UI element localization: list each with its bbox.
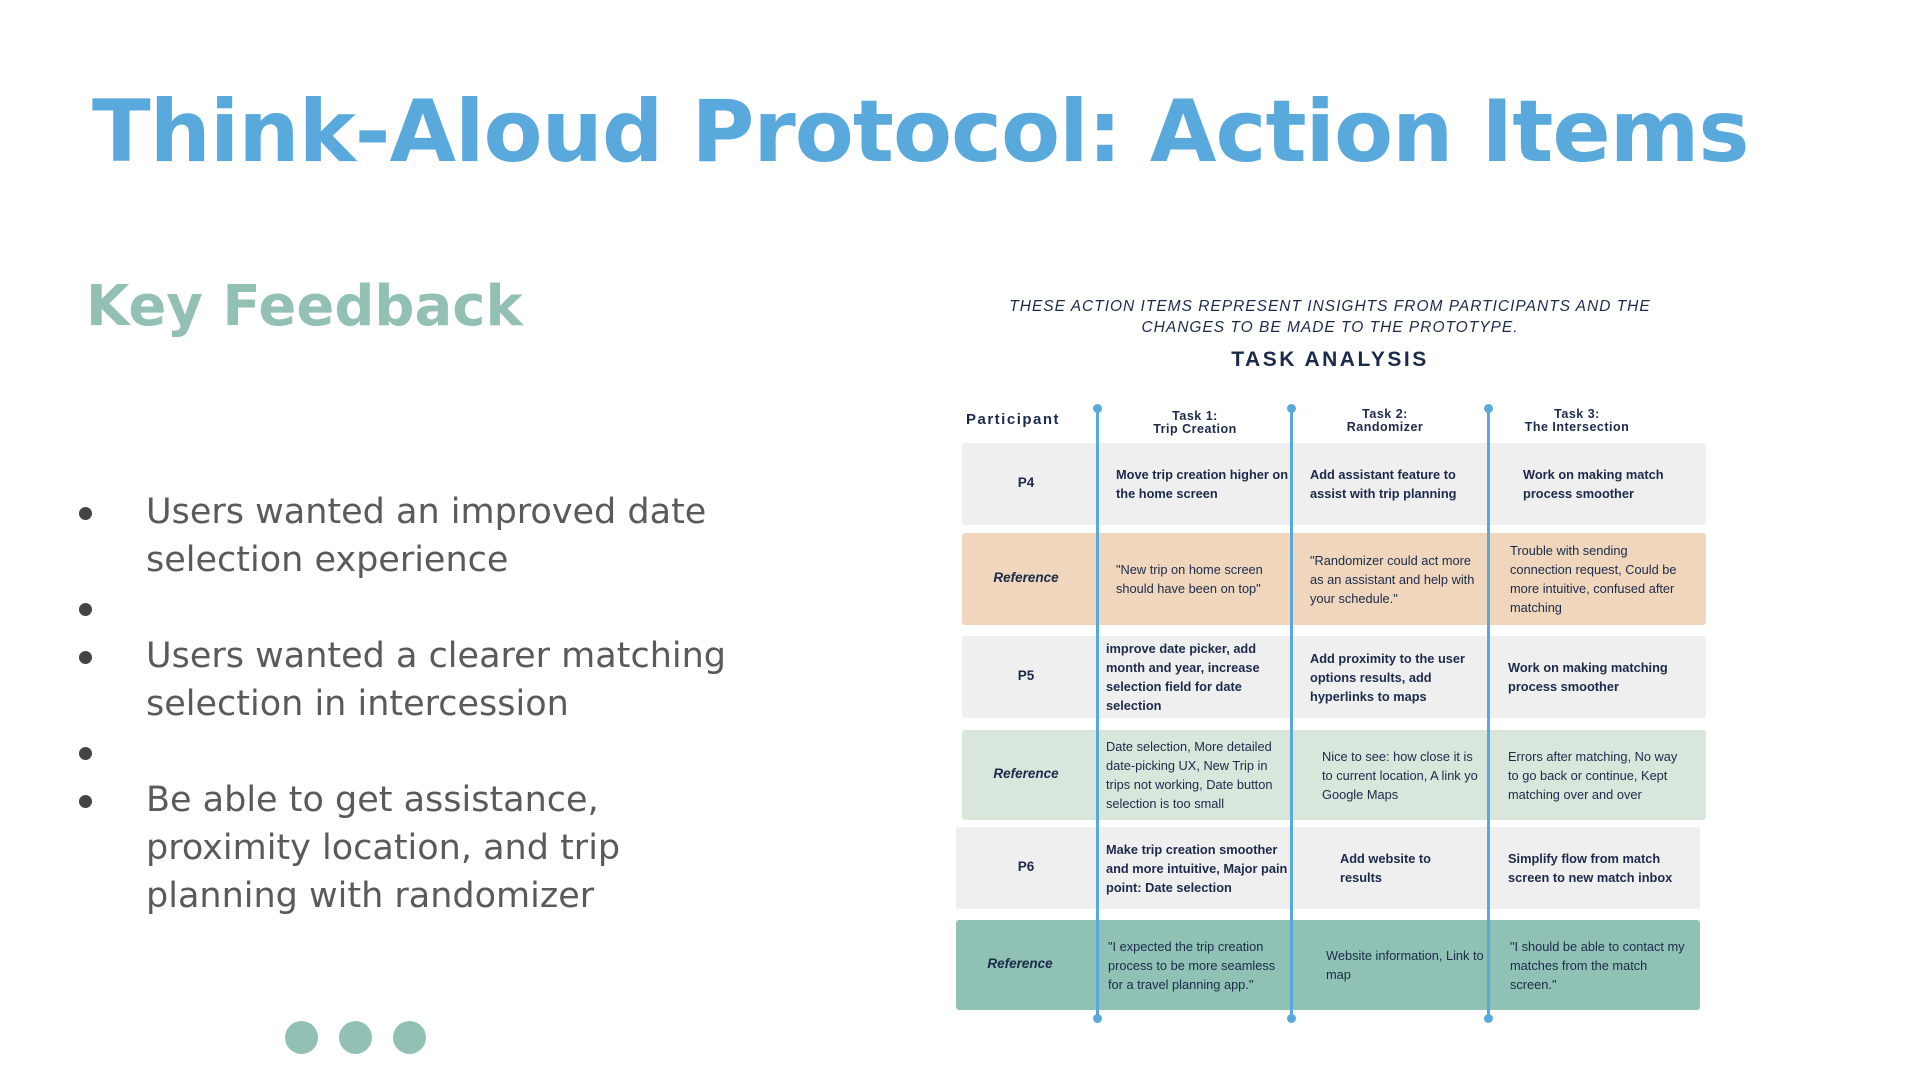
task-analysis-figure bbox=[950, 290, 1710, 1030]
divider-end-dot bbox=[1287, 1014, 1296, 1023]
table-cell: Trouble with sending connection request, Could be more intuitive, confused after matching bbox=[1510, 543, 1677, 615]
participant-column-header: Participant bbox=[966, 411, 1061, 428]
table-cell: "Randomizer could act more as an assistant and help with your schedule." bbox=[1310, 552, 1475, 606]
table-cell: Simplify flow from match screen to new match inbox bbox=[1508, 851, 1673, 885]
row-label: P6 bbox=[1017, 859, 1035, 874]
table-cell: improve date picker, add month and year, increase selection field for date selection bbox=[1106, 641, 1260, 713]
bullet-icon bbox=[79, 651, 92, 664]
bullet-icon bbox=[79, 507, 92, 520]
list-item bbox=[76, 728, 756, 776]
task-name: Trip Creation bbox=[1153, 422, 1237, 436]
task-number: Task 3: bbox=[1554, 407, 1600, 421]
divider-end-dot bbox=[1287, 404, 1296, 413]
list-item-text: Be able to get assistance, proximity location, and trip planning with randomizer bbox=[146, 780, 621, 916]
task-column-header bbox=[1482, 408, 1672, 434]
row-label: Reference bbox=[987, 956, 1053, 971]
list-item bbox=[76, 632, 756, 728]
column-divider-line bbox=[1290, 408, 1293, 1018]
list-item bbox=[76, 776, 756, 920]
table-cell: Add proximity to the user options results, add hyperlinks to maps bbox=[1310, 650, 1465, 704]
column-divider-line bbox=[1096, 408, 1099, 1018]
task-name: The Intersection bbox=[1524, 420, 1630, 434]
intro-line: THESE ACTION ITEMS REPRESENT INSIGHTS FROM PARTICIPANTS AND THE bbox=[1009, 298, 1651, 315]
dot-icon bbox=[339, 1021, 372, 1054]
table-cell: Make trip creation smoother and more intuitive, Major pain point: Date selection bbox=[1106, 841, 1288, 895]
task-analysis-intro bbox=[950, 296, 1710, 338]
task-column-header bbox=[1100, 410, 1290, 436]
slide-title: Think-Aloud Protocol: Action Items bbox=[92, 82, 1749, 182]
table-cell: Work on making match process smoother bbox=[1523, 467, 1664, 501]
dot-icon bbox=[285, 1021, 318, 1054]
list-item-text: Users wanted an improved date selection experience bbox=[146, 492, 707, 580]
feedback-list bbox=[76, 488, 756, 920]
table-cell: Work on making matching process smoother bbox=[1508, 660, 1668, 694]
table-cell: Move trip creation higher on the home screen bbox=[1116, 467, 1289, 501]
task-column-header bbox=[1290, 408, 1480, 434]
bullet-icon bbox=[79, 795, 92, 808]
table-cell: Errors after matching, No way to go back or continue, Kept matching over and over bbox=[1508, 748, 1678, 802]
intro-line: CHANGES TO BE MADE TO THE PROTOTYPE. bbox=[1141, 319, 1519, 336]
task-number: Task 1: bbox=[1172, 409, 1218, 423]
row-label: P4 bbox=[1017, 475, 1035, 490]
bullet-icon bbox=[79, 603, 92, 616]
row-label: Reference bbox=[993, 766, 1059, 781]
dot-icon bbox=[393, 1021, 426, 1054]
task-number: Task 2: bbox=[1362, 407, 1408, 421]
table-cell: "I should be able to contact my matches from the match screen." bbox=[1510, 938, 1685, 992]
row-label: Reference bbox=[993, 570, 1059, 585]
table-cell: Add assistant feature to assist with trip planning bbox=[1310, 467, 1457, 501]
bullet-icon bbox=[79, 747, 92, 760]
table-cell: Date selection, More detailed date-picking UX, New Trip in trips not working, Date button selection is too small bbox=[1106, 739, 1273, 811]
row-label: P5 bbox=[1017, 668, 1035, 683]
table-cell: Nice to see: how close it is to current location, A link yo Google Maps bbox=[1322, 748, 1478, 802]
task-analysis-heading: TASK ANALYSIS bbox=[1231, 348, 1429, 371]
decorative-dots bbox=[285, 1021, 426, 1054]
table-cell: Website information, Link to map bbox=[1326, 948, 1484, 982]
section-subtitle: Key Feedback bbox=[86, 274, 523, 339]
divider-end-dot bbox=[1093, 1014, 1102, 1023]
list-item bbox=[76, 488, 756, 584]
column-divider-line bbox=[1487, 408, 1490, 1018]
table-cell: "I expected the trip creation process to be more seamless for a travel planning app." bbox=[1108, 938, 1276, 992]
divider-end-dot bbox=[1484, 404, 1493, 413]
list-item bbox=[76, 584, 756, 632]
divider-end-dot bbox=[1093, 404, 1102, 413]
list-item-text: Users wanted a clearer matching selection in intercession bbox=[146, 636, 726, 724]
table-cell: "New trip on home screen should have been on top" bbox=[1116, 562, 1263, 596]
table-cell: Add website to results bbox=[1340, 851, 1432, 885]
divider-end-dot bbox=[1484, 1014, 1493, 1023]
task-name: Randomizer bbox=[1346, 420, 1424, 434]
